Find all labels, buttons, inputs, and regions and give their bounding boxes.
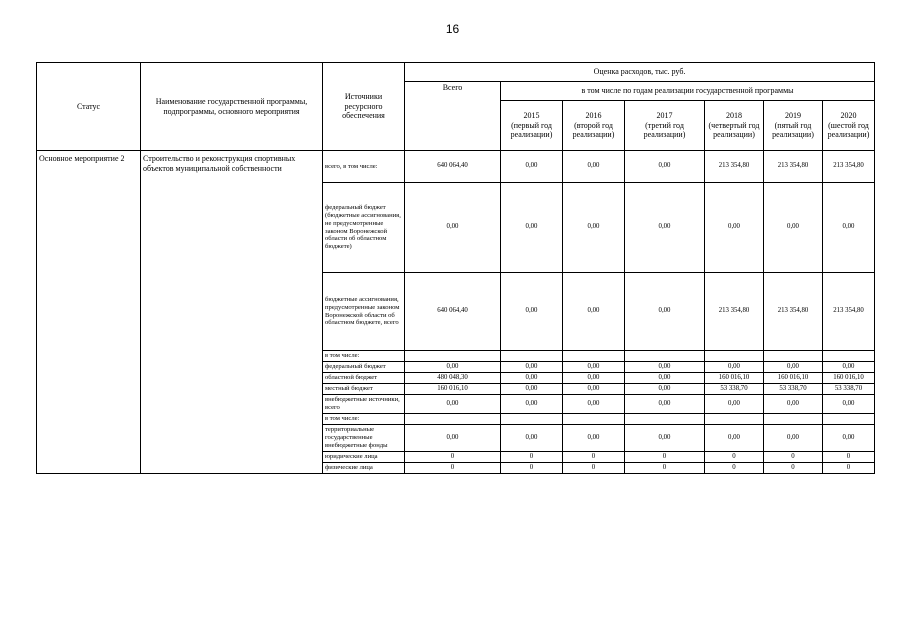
value-cell-2015: 0 xyxy=(501,451,563,462)
value-cell-2015: 0,00 xyxy=(501,395,563,414)
source-cell: бюджетные ассигнования, предусмотренные законом Воронежской области об областном бюджете, всего xyxy=(323,273,405,351)
total-cell: 480 048,30 xyxy=(405,373,501,384)
value-cell-2017 xyxy=(625,351,705,362)
value-cell-2016: 0,00 xyxy=(563,183,625,273)
value-cell-2015: 0,00 xyxy=(501,361,563,372)
value-cell-2015: 0,00 xyxy=(501,384,563,395)
status-cell: Основное мероприятие 2 xyxy=(37,151,141,474)
year-label: 2019 xyxy=(785,111,801,121)
table-row xyxy=(37,151,875,183)
value-cell-2017: 0,00 xyxy=(625,273,705,351)
value-cell-2019: 0,00 xyxy=(764,425,823,452)
source-cell: в том числе: xyxy=(323,414,405,425)
source-cell: областной бюджет xyxy=(323,373,405,384)
value-cell-2015: 0,00 xyxy=(501,373,563,384)
source-cell: федеральный бюджет xyxy=(323,361,405,372)
value-cell-2017: 0,00 xyxy=(625,361,705,372)
year-note: (третий год реализации) xyxy=(643,120,686,140)
header-year-2016 xyxy=(563,101,625,151)
value-cell-2016: 0,00 xyxy=(563,361,625,372)
header-name: Наименование государственной программы, подпрограммы, основного мероприятия xyxy=(141,63,323,151)
total-cell xyxy=(405,414,501,425)
value-cell-2019: 0,00 xyxy=(764,183,823,273)
value-cell-2019: 213 354,80 xyxy=(764,273,823,351)
total-cell: 0,00 xyxy=(405,361,501,372)
year-note: (первый год реализации) xyxy=(510,120,553,140)
value-cell-2018: 213 354,80 xyxy=(705,273,764,351)
value-cell-2017: 0 xyxy=(625,462,705,473)
value-cell-2015 xyxy=(501,351,563,362)
value-cell-2015: 0 xyxy=(501,462,563,473)
value-cell-2019: 0,00 xyxy=(764,361,823,372)
year-label: 2017 xyxy=(656,111,673,121)
value-cell-2019: 213 354,80 xyxy=(764,151,823,183)
value-cell-2020 xyxy=(823,351,875,362)
value-cell-2015 xyxy=(501,414,563,425)
source-cell: всего, в том числе: xyxy=(323,151,405,183)
value-cell-2016: 0,00 xyxy=(563,425,625,452)
year-note: (пятый год реализации) xyxy=(772,120,814,140)
year-note: (второй год реализации) xyxy=(572,120,615,140)
value-cell-2016: 0,00 xyxy=(563,384,625,395)
value-cell-2019 xyxy=(764,414,823,425)
header-year-2019 xyxy=(764,101,823,151)
value-cell-2016: 0,00 xyxy=(563,151,625,183)
value-cell-2020: 0,00 xyxy=(823,183,875,273)
value-cell-2019: 0 xyxy=(764,462,823,473)
value-cell-2016: 0,00 xyxy=(563,395,625,414)
header-year-2015 xyxy=(501,101,563,151)
value-cell-2015: 0,00 xyxy=(501,425,563,452)
total-cell: 0 xyxy=(405,451,501,462)
value-cell-2020: 0 xyxy=(823,462,875,473)
value-cell-2016: 0,00 xyxy=(563,273,625,351)
budget-table xyxy=(36,62,875,474)
value-cell-2020: 213 354,80 xyxy=(823,273,875,351)
value-cell-2017: 0,00 xyxy=(625,384,705,395)
total-cell: 0,00 xyxy=(405,395,501,414)
value-cell-2017: 0,00 xyxy=(625,373,705,384)
value-cell-2020: 0,00 xyxy=(823,361,875,372)
source-cell: федеральный бюджет (бюджетные ассигнования, не предусмотренные законом Воронежской области об областном бюджете) xyxy=(323,183,405,273)
value-cell-2020 xyxy=(823,414,875,425)
year-note: (шестой год реализации) xyxy=(827,120,870,140)
value-cell-2018: 53 338,70 xyxy=(705,384,764,395)
value-cell-2020: 0,00 xyxy=(823,425,875,452)
total-cell xyxy=(405,351,501,362)
year-note: (четвертый год реализации) xyxy=(708,120,760,140)
value-cell-2020: 53 338,70 xyxy=(823,384,875,395)
header-year-2018 xyxy=(705,101,764,151)
value-cell-2017: 0,00 xyxy=(625,395,705,414)
value-cell-2018: 0 xyxy=(705,451,764,462)
value-cell-2020: 0,00 xyxy=(823,395,875,414)
source-cell: внебюджетные источники, всего xyxy=(323,395,405,414)
header-estimate: Оценка расходов, тыс. руб. xyxy=(405,63,875,82)
source-cell: в том числе: xyxy=(323,351,405,362)
value-cell-2017: 0,00 xyxy=(625,151,705,183)
value-cell-2018 xyxy=(705,351,764,362)
value-cell-2015: 0,00 xyxy=(501,151,563,183)
header-year-2017 xyxy=(625,101,705,151)
value-cell-2019 xyxy=(764,351,823,362)
year-label: 2018 xyxy=(726,111,742,121)
header-year-2020 xyxy=(823,101,875,151)
value-cell-2018: 0,00 xyxy=(705,361,764,372)
value-cell-2019: 0 xyxy=(764,451,823,462)
total-cell: 0 xyxy=(405,462,501,473)
value-cell-2016: 0,00 xyxy=(563,373,625,384)
value-cell-2017 xyxy=(625,414,705,425)
value-cell-2018: 213 354,80 xyxy=(705,151,764,183)
value-cell-2018: 0 xyxy=(705,462,764,473)
value-cell-2018 xyxy=(705,414,764,425)
total-cell: 0,00 xyxy=(405,425,501,452)
value-cell-2016: 0 xyxy=(563,451,625,462)
source-cell: физические лица xyxy=(323,462,405,473)
source-cell: юридические лица xyxy=(323,451,405,462)
value-cell-2015: 0,00 xyxy=(501,183,563,273)
year-label: 2016 xyxy=(585,111,602,121)
value-cell-2020: 213 354,80 xyxy=(823,151,875,183)
program-name-cell: Строительство и реконструкция спортивных объектов муниципальной собственности xyxy=(141,151,323,474)
value-cell-2020: 160 016,10 xyxy=(823,373,875,384)
year-label: 2020 xyxy=(840,111,857,121)
header-by-years: в том числе по годам реализации государственной программы xyxy=(501,82,875,101)
value-cell-2017: 0,00 xyxy=(625,425,705,452)
value-cell-2017: 0,00 xyxy=(625,183,705,273)
value-cell-2016 xyxy=(563,351,625,362)
source-cell: местный бюджет xyxy=(323,384,405,395)
value-cell-2019: 53 338,70 xyxy=(764,384,823,395)
total-cell: 0,00 xyxy=(405,183,501,273)
value-cell-2019: 160 016,10 xyxy=(764,373,823,384)
value-cell-2018: 160 016,10 xyxy=(705,373,764,384)
value-cell-2015: 0,00 xyxy=(501,273,563,351)
total-cell: 640 064,40 xyxy=(405,273,501,351)
header-status: Статус xyxy=(37,63,141,151)
value-cell-2020: 0 xyxy=(823,451,875,462)
value-cell-2018: 0,00 xyxy=(705,395,764,414)
page-number: 16 xyxy=(445,22,460,36)
value-cell-2016 xyxy=(563,414,625,425)
year-label: 2015 xyxy=(523,111,540,121)
value-cell-2018: 0,00 xyxy=(705,183,764,273)
header-sources: Источники ресурсного обеспечения xyxy=(323,63,405,151)
value-cell-2016: 0 xyxy=(563,462,625,473)
value-cell-2018: 0,00 xyxy=(705,425,764,452)
source-cell: территориальные государственные внебюджетные фонды xyxy=(323,425,405,452)
total-cell: 160 016,10 xyxy=(405,384,501,395)
value-cell-2019: 0,00 xyxy=(764,395,823,414)
value-cell-2017: 0 xyxy=(625,451,705,462)
header-total: Всего xyxy=(405,82,501,151)
total-cell: 640 064,40 xyxy=(405,151,501,183)
